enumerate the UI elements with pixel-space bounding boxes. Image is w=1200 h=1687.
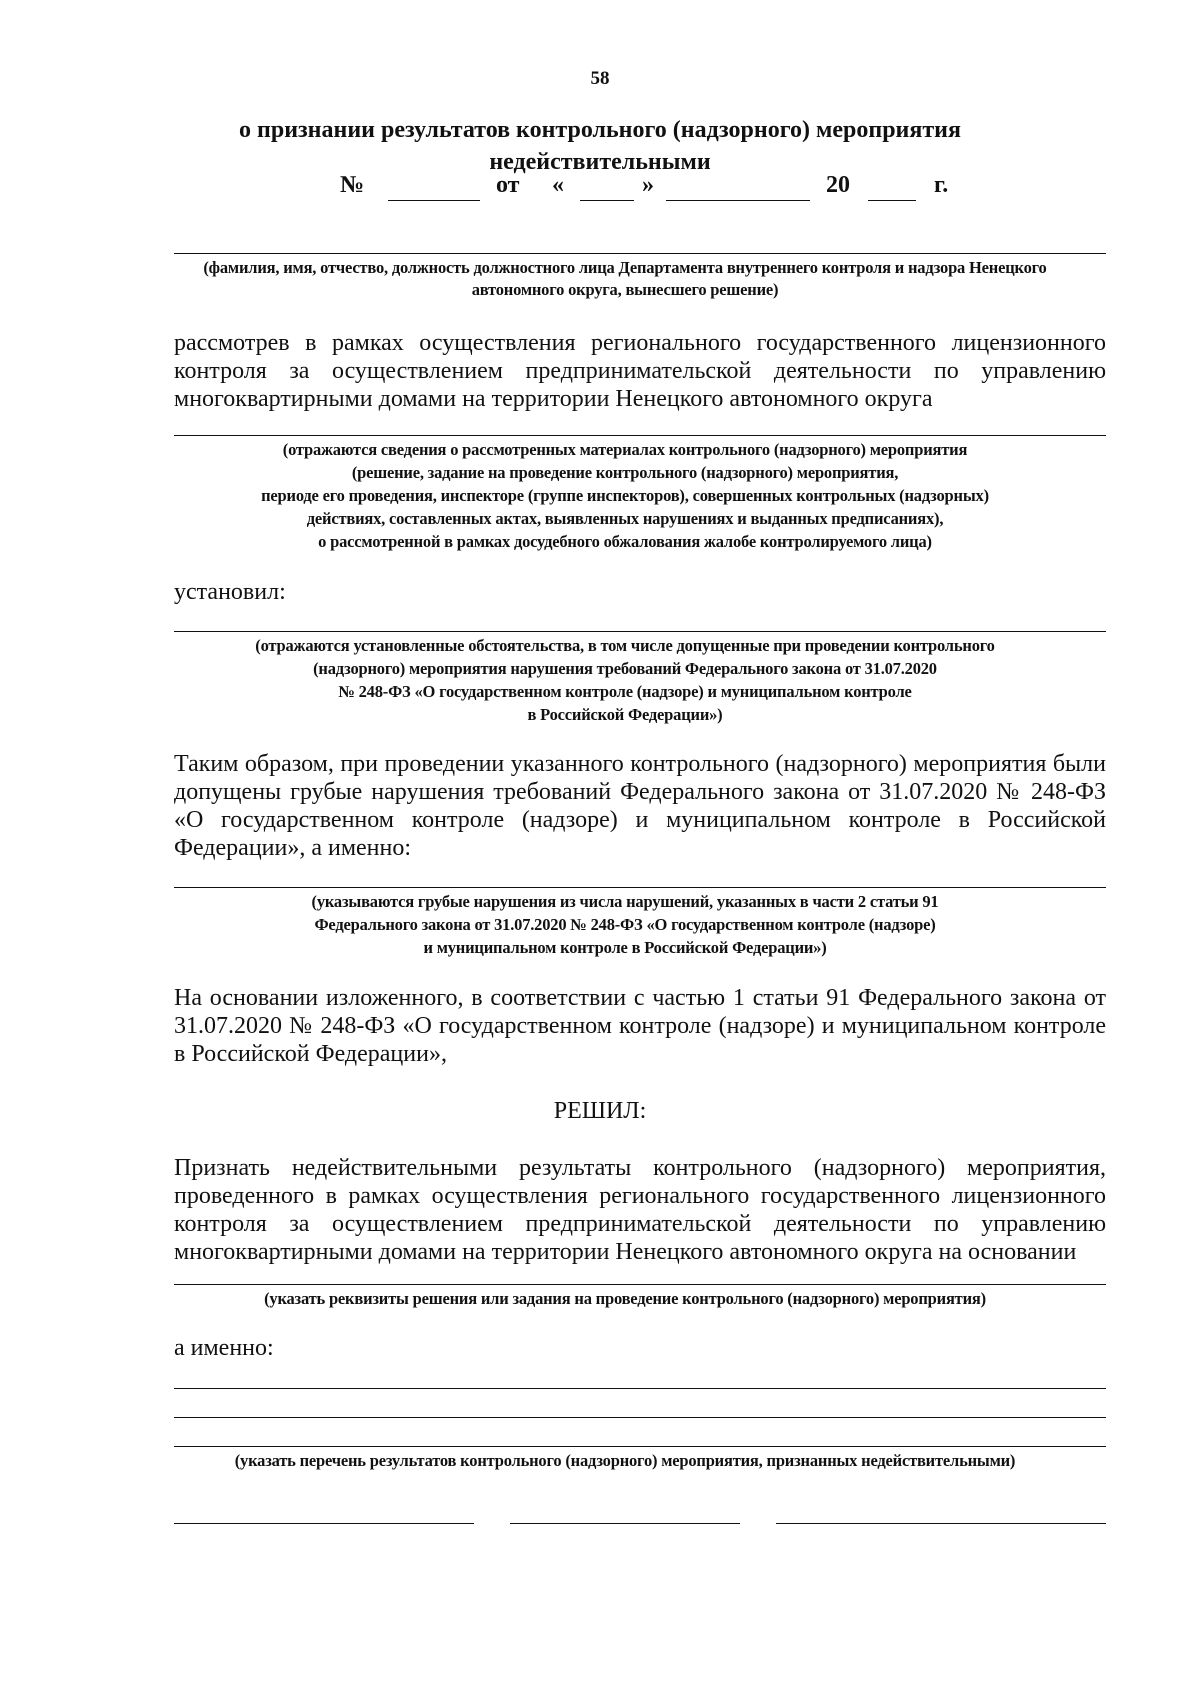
thus-paragraph: Таким образом, при проведении указанного контрольного (надзорного) мероприятия были допущены грубые нарушения требований Федерального закона от 31.07.2020 № 248-ФЗ «О государственном контроле (надзоре) и муниципальном контроле в Российской Федерации», а именно: bbox=[174, 751, 1106, 861]
official-caption: (фамилия, имя, отчество, должность должностного лица Департамента внутреннего контроля и надзора Ненецкого автономного округа, вынесшего решение) bbox=[203, 258, 1047, 299]
number-blank bbox=[388, 172, 480, 201]
number-sign: № bbox=[340, 172, 365, 198]
established-label: установил: bbox=[174, 579, 286, 605]
page-number: 58 bbox=[590, 68, 610, 89]
signature-position-line bbox=[174, 1523, 474, 1524]
circumstances-caption-line-4: в Российской Федерации») bbox=[527, 705, 723, 724]
considered-paragraph: рассмотрев в рамках осуществления регионального государственного лицензионного контроля за осуществлением предпринимательской деятельности по управлению многоквартирными домами на территории Ненецкого автономного округа bbox=[174, 330, 1106, 412]
materials-caption-line-4: действиях, составленных актах, выявленных нарушениях и выданных предписаниях), bbox=[306, 509, 944, 528]
results-line-2 bbox=[174, 1417, 1106, 1418]
basis-paragraph: На основании изложенного, в соответствии с частью 1 статьи 91 Федерального закона от 31.07.2020 № 248-ФЗ «О государственном контроле (надзоре) и муниципальном контроле в Российской Федерации», bbox=[174, 985, 1106, 1067]
violations-field-line bbox=[174, 887, 1106, 888]
results-line-3 bbox=[174, 1446, 1106, 1447]
document-title-line-2: недействительными bbox=[489, 149, 711, 175]
namely-label: а именно: bbox=[174, 1335, 274, 1361]
violations-caption-line-3: и муниципальном контроле в Российской Федерации») bbox=[423, 938, 827, 957]
results-list-caption: (указать перечень результатов контрольного (надзорного) мероприятия, признанных недействительными) bbox=[234, 1451, 1016, 1470]
materials-caption-line-3: периоде его проведения, инспекторе (группе инспекторов), совершенных контрольных (надзорных) bbox=[261, 486, 989, 505]
decided-heading: РЕШИЛ: bbox=[553, 1098, 647, 1124]
violations-caption-line-1: (указываются грубые нарушения из числа нарушений, указанных в части 2 статьи 91 bbox=[311, 892, 939, 911]
recognize-paragraph: Признать недействительными результаты контрольного (надзорного) мероприятия, проведенного в рамках осуществления регионального государственного лицензионного контроля за осуществлением предпринимательской деятельности по управлению многоквартирными домами на территории Ненецкого автономного округа на основании bbox=[174, 1155, 1106, 1265]
from-label: от bbox=[496, 172, 520, 198]
year-prefix: 20 bbox=[826, 172, 850, 198]
requisites-caption: (указать реквизиты решения или задания на проведение контрольного (надзорного) мероприятия) bbox=[264, 1289, 986, 1308]
materials-caption-line-1: (отражаются сведения о рассмотренных материалах контрольного (надзорного) мероприятия bbox=[282, 440, 968, 459]
circumstances-caption-line-3: № 248-ФЗ «О государственном контроле (надзоре) и муниципальном контроле bbox=[338, 682, 912, 701]
circumstances-caption-line-1: (отражаются установленные обстоятельства, в том числе допущенные при проведении контрольного bbox=[255, 636, 995, 655]
violations-caption-line-2: Федерального закона от 31.07.2020 № 248-ФЗ «О государственном контроле (надзоре) bbox=[314, 915, 936, 934]
materials-field-line bbox=[174, 435, 1106, 436]
circumstances-field-line bbox=[174, 631, 1106, 632]
circumstances-caption-line-2: (надзорного) мероприятия нарушения требований Федерального закона от 31.07.2020 bbox=[313, 659, 937, 678]
materials-caption-line-5: о рассмотренной в рамках досудебного обжалования жалобе контролируемого лица) bbox=[318, 532, 932, 551]
year-blank bbox=[868, 172, 916, 201]
official-field-line bbox=[174, 253, 1106, 254]
quote-close: » bbox=[642, 172, 654, 198]
materials-caption-line-2: (решение, задание на проведение контрольного (надзорного) мероприятия, bbox=[351, 463, 899, 482]
requisites-field-line bbox=[174, 1284, 1106, 1285]
document-title-line-1: о признании результатов контрольного (надзорного) мероприятия bbox=[239, 117, 961, 143]
day-blank bbox=[580, 172, 634, 201]
results-line-1 bbox=[174, 1388, 1106, 1389]
month-blank bbox=[666, 172, 810, 201]
signature-line bbox=[510, 1523, 740, 1524]
quote-open: « bbox=[552, 172, 564, 198]
signature-name-line bbox=[776, 1523, 1106, 1524]
year-suffix: г. bbox=[934, 172, 949, 198]
